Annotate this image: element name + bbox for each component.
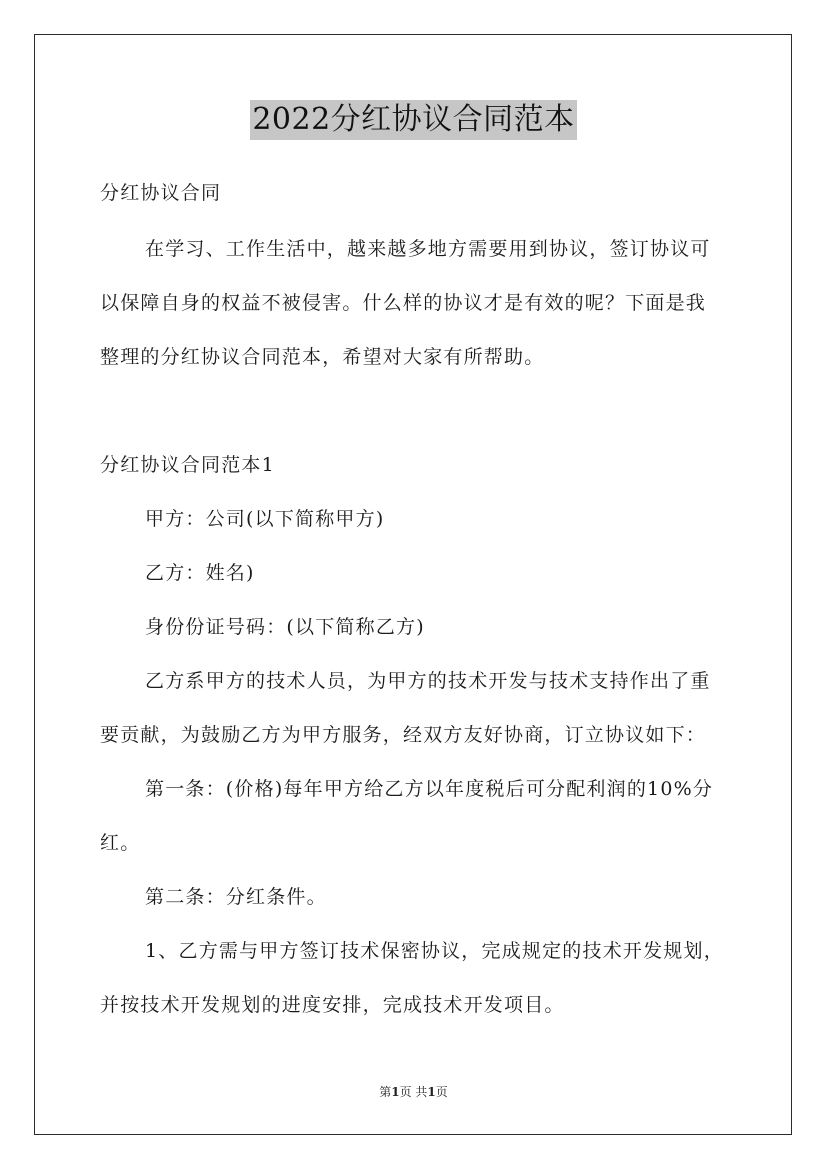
party-b-line: 乙方：姓名) — [145, 562, 255, 584]
footer-page-prefix: 第 — [379, 1085, 392, 1099]
paragraph-line: 红。 — [100, 832, 141, 854]
section-heading: 分红协议合同范本1 — [100, 454, 275, 476]
paragraph-line: 1、乙方需与甲方签订技术保密协议，完成规定的技术开发规划， — [145, 940, 724, 962]
party-a-line: 甲方：公司(以下简称甲方) — [145, 508, 385, 530]
footer-total-suffix: 页 — [435, 1085, 448, 1099]
page-footer — [0, 1084, 827, 1100]
footer-total-pages: 1 — [427, 1085, 436, 1099]
paragraph-line: 乙方系甲方的技术人员，为甲方的技术开发与技术支持作出了重 — [145, 670, 711, 692]
footer-page-suffix: 页 共 — [399, 1085, 428, 1099]
id-number-line: 身份份证号码：(以下简称乙方) — [145, 616, 425, 638]
title-container — [0, 100, 827, 140]
paragraph-line: 并按技术开发规划的进度安排，完成技术开发项目。 — [100, 994, 565, 1016]
document-title: 2022分红协议合同范本 — [250, 100, 576, 140]
paragraph-line: 在学习、工作生活中，越来越多地方需要用到协议，签订协议可 — [145, 238, 711, 260]
footer-page-number: 1 — [391, 1085, 400, 1099]
paragraph-line: 要贡献，为鼓励乙方为甲方服务，经双方友好协商，订立协议如下： — [100, 724, 707, 746]
section-heading: 分红协议合同 — [100, 182, 222, 204]
article-one-line: 第一条：(价格)每年甲方给乙方以年度税后可分配利润的10%分 — [145, 778, 714, 800]
paragraph-line: 以保障自身的权益不被侵害。什么样的协议才是有效的呢？下面是我 — [100, 292, 707, 314]
article-two-line: 第二条：分红条件。 — [145, 886, 327, 908]
paragraph-line: 整理的分红协议合同范本，希望对大家有所帮助。 — [100, 346, 545, 368]
